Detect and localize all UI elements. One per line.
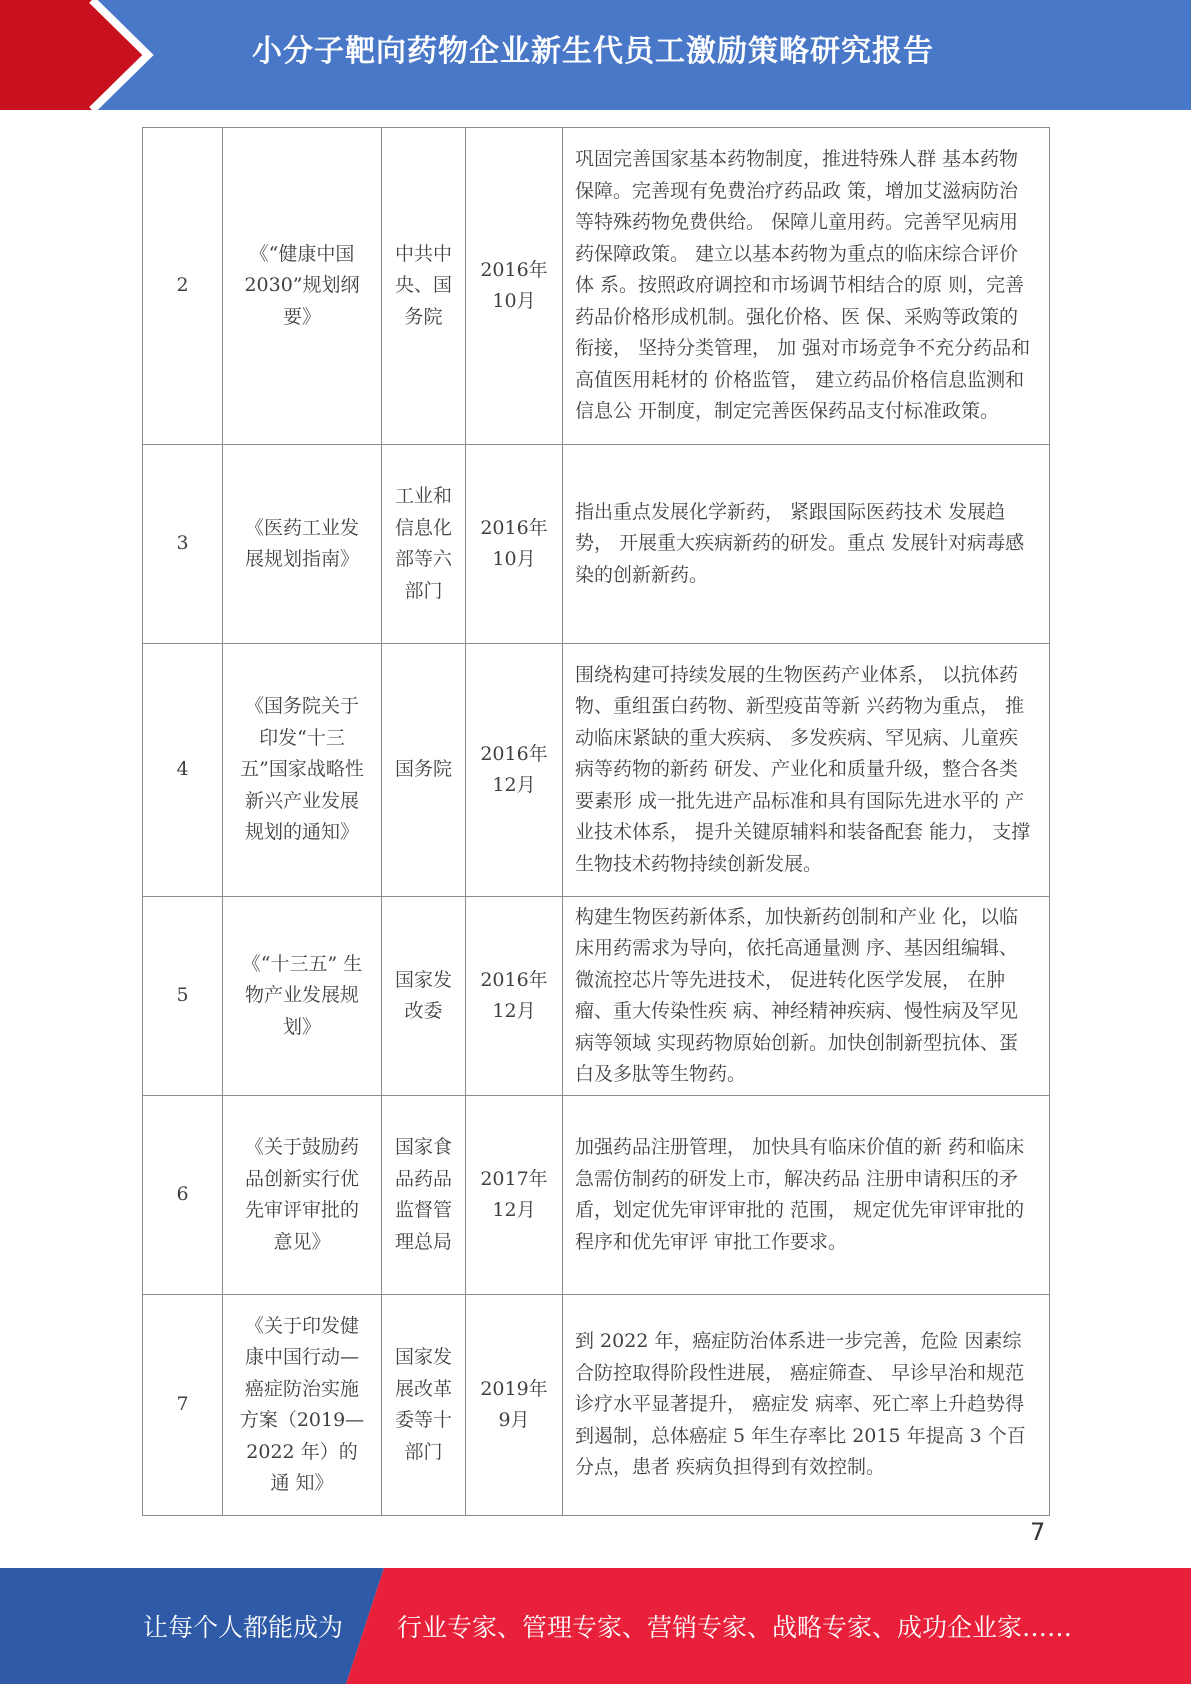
policy-content: 指出重点发展化学新药， 紧跟国际医药技术 发展趋势， 开展重大疾病新药的研发。重点 发展针对病毒感染的创新新药。: [563, 445, 1050, 644]
policy-table: [142, 127, 1050, 1516]
footer-slogan-left: 让每个人都能成为: [143, 1613, 344, 1642]
table-row: [143, 1096, 1050, 1295]
policy-content: 构建生物医药新体系，加快新药创制和产业 化，以临床用药需求为导向，依托高通量测 序、基因组编辑、微流控芯片等先进技术， 促进转化医学发展， 在肿瘤、重大传染性疾 病、神经精神疾病、慢性病及罕见病等领域 实现药物原始创新。加快创制新型抗体、蛋 白及多肽等生物药。: [563, 897, 1050, 1096]
table-row: [143, 128, 1050, 445]
policy-name: 《国务院关于印发“十三五”国家战略性新兴产业发展规划的通知》: [223, 644, 382, 897]
issuing-department: 国家发改委: [382, 897, 466, 1096]
table-row: [143, 1295, 1050, 1516]
table-row: [143, 644, 1050, 897]
policy-content: 加强药品注册管理， 加快具有临床价值的新 药和临床急需仿制药的研发上市，解决药品 注册申请积压的矛盾，划定优先审评审批的 范围， 规定优先审评审批的程序和优先审评 审批工作要求。: [563, 1096, 1050, 1295]
row-number: 7: [143, 1295, 223, 1516]
issue-date: 2016年10月: [466, 445, 563, 644]
issue-date: 2017年12月: [466, 1096, 563, 1295]
policy-name: 《“健康中国2030”规划纲要》: [223, 128, 382, 445]
page-number: 7: [1030, 1518, 1046, 1546]
issuing-department: 国务院: [382, 644, 466, 897]
policy-name: 《“十三五” 生物产业发展规划》: [223, 897, 382, 1096]
issuing-department: 中共中央、国务院: [382, 128, 466, 445]
header-arrow-icon: [0, 0, 160, 110]
issuing-department: 国家食品药品监督管理总局: [382, 1096, 466, 1295]
policy-name: 《关于鼓励药品创新实行优先审评审批的意见》: [223, 1096, 382, 1295]
policy-content: 到 2022 年，癌症防治体系进一步完善，危险 因素综合防控取得阶段性进展， 癌症筛查、 早诊早治和规范诊疗水平显著提升， 癌症发 病率、死亡率上升趋势得到遏制，总体癌症 5 年生存率比 2015 年提高 3 个百分点，患者 疾病负担得到有效控制。: [563, 1295, 1050, 1516]
row-number: 3: [143, 445, 223, 644]
header-banner: [0, 0, 1191, 110]
policy-content: 巩固完善国家基本药物制度，推进特殊人群 基本药物保障。完善现有免费治疗药品政 策，增加艾滋病防治等特殊药物免费供给。 保障儿童用药。完善罕见病用药保障政策。 建立以基本药物为重点的临床综合评价体 系。按照政府调控和市场调节相结合的原 则，完善药品价格形成机制。强化价格、医 保、采购等政策的衔接， 坚持分类管理， 加 强对市场竞争不充分药品和高值医用耗材的 价格监管， 建立药品价格信息监测和信息公 开制度，制定完善医保药品支付标准政策。: [563, 128, 1050, 445]
footer-slogan-right: 行业专家、管理专家、营销专家、战略专家、成功企业家……: [397, 1613, 1073, 1642]
issue-date: 2016年12月: [466, 897, 563, 1096]
issue-date: 2016年10月: [466, 128, 563, 445]
row-number: 4: [143, 644, 223, 897]
row-number: 2: [143, 128, 223, 445]
issuing-department: 工业和信息化部等六部门: [382, 445, 466, 644]
issuing-department: 国家发 展改革委等十 部门: [382, 1295, 466, 1516]
table-row: [143, 897, 1050, 1096]
policy-content: 围绕构建可持续发展的生物医药产业体系， 以抗体药物、重组蛋白药物、新型疫苗等新 兴药物为重点， 推动临床紧缺的重大疾病、 多发疾病、罕见病、儿童疾病等药物的新药 研发、产业化和质量升级，整合各类要素形 成一批先进产品标准和具有国际先进水平的 产业技术体系， 提升关键原辅料和装备配套 能力， 支撑生物技术药物持续创新发展。: [563, 644, 1050, 897]
row-number: 6: [143, 1096, 223, 1295]
footer-banner: [0, 1568, 1191, 1684]
issue-date: 2016年12月: [466, 644, 563, 897]
issue-date: 2019年 9月: [466, 1295, 563, 1516]
policy-name: 《医药工业发展规划指南》: [223, 445, 382, 644]
row-number: 5: [143, 897, 223, 1096]
policy-name: 《关于印发健康中国行动—癌症防治实施方案（2019—2022 年）的通 知》: [223, 1295, 382, 1516]
page-title: 小分子靶向药物企业新生代员工激励策略研究报告: [252, 34, 934, 69]
table-row: [143, 445, 1050, 644]
